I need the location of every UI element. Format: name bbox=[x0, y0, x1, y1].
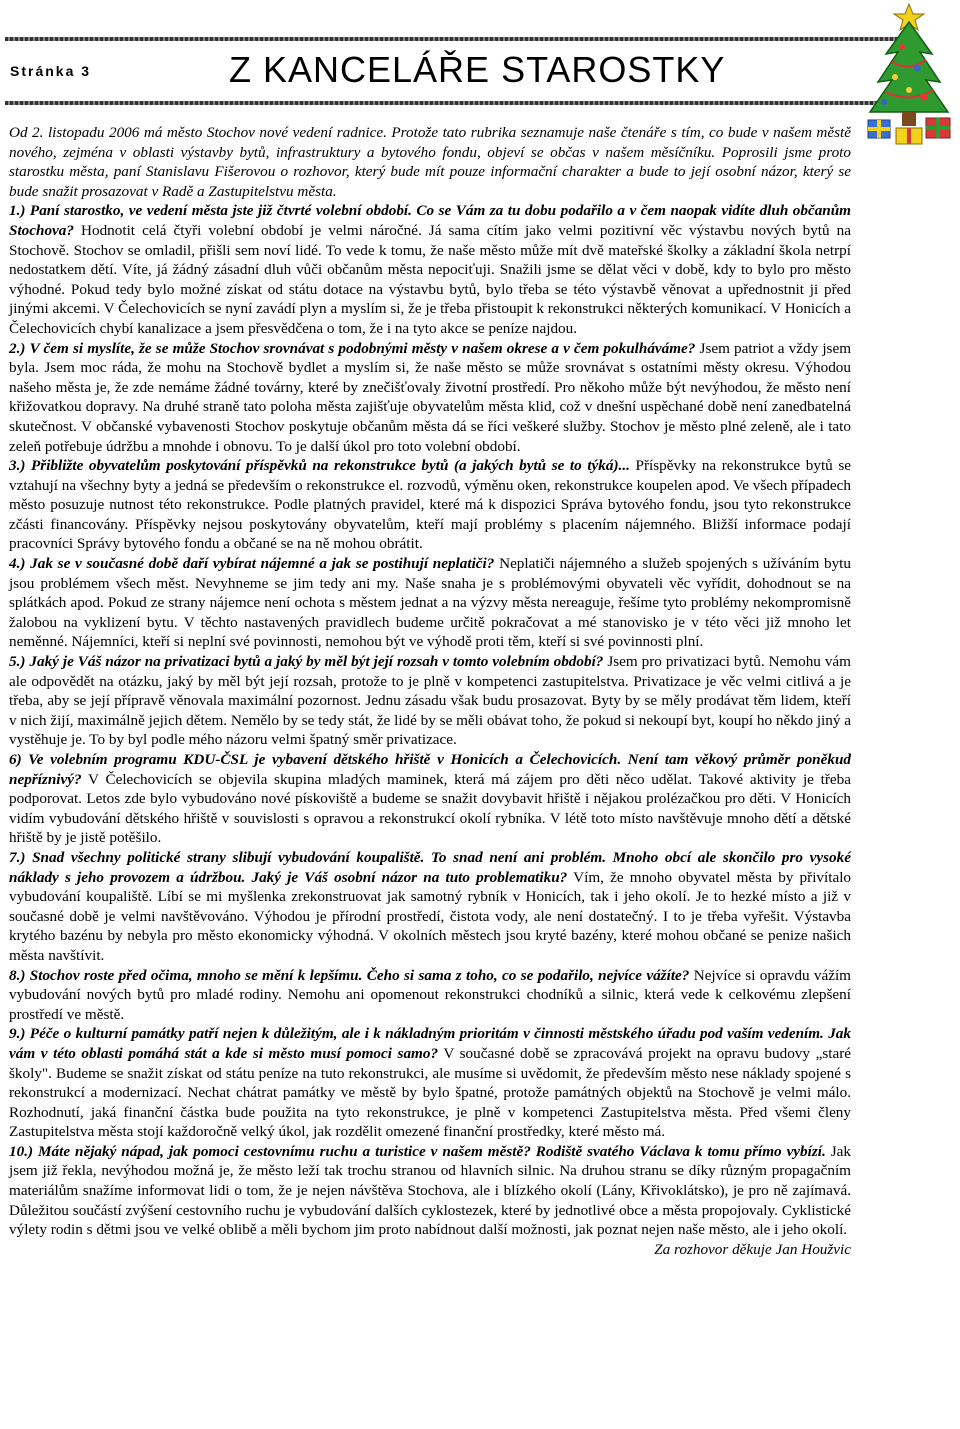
qa-item-6 bbox=[9, 750, 851, 848]
page-title: Z KANCELÁŘE STAROSTKY bbox=[229, 49, 726, 90]
question-text: 9.) Péče o kulturní památky patří nejen k důležitým, ale i k nákladným prioritám v činnosti městského úřadu pod vaším vedením. Jak vám v této oblasti pomáhá stát a kde si město musí pomoci samo? bbox=[9, 1025, 851, 1062]
qa-item-3 bbox=[9, 456, 851, 554]
question-text: 1.) Paní starostko, ve vedení města jste již čtvrté volební období. Co se Vám za tu dobu podařilo a v čem naopak vidíte dluh občanům Stochova? bbox=[9, 202, 851, 239]
page-header bbox=[0, 0, 960, 118]
qa-item-9 bbox=[9, 1024, 851, 1142]
answer-text: V Čelechovicích se objevila skupina mladých maminek, která má zájem pro děti něco udělat. Takové aktivity je třeba podporovat. Letos zde bylo vybudováno nové pískoviště a budeme se snažit dovybavit hřiště i nějakou prolézačkou pro děti. V Honicích vidím vybudování dětského hřiště v souvislosti s opravou a rekonstrukcí okolí rybníka. V létě toto místo navštěvuje mnoho dětí a dětské hřiště by je jistě potěšilo. bbox=[9, 770, 851, 847]
answer-text: Vím, že mnoho obyvatel města by přivítalo vybudování koupaliště. Líbí se mi myšlenka zrekonstruovat jak samotný rybník v Honicích, tak i jeho okolí. Je to hezké místo a již v současné době je velmi navštěvováno. Výhodou je přírodní prostředí, čistota vody, ale není dostatečný. I to je třeba vyřešit. Výstavba krytého bazénu by nebyla pro město ekonomicky výhodná. V okolních městech jsou kryté bazény, které mohou občané se penize našich města navštívit. bbox=[9, 868, 852, 964]
answer-text: Neplatiči nájemného a služeb spojených s užíváním bytu jsou problémem všech měst. Nevyhneme se jim tedy ani my. Naše snaha je s problémovými obyvateli věc vyřídit, dohodnout se na splátkách apod. Pokud ze strany nájemce není ochota s městem jednat a na výzvy města nereaguje, řešíme tyto problémy nekompromisně žalobou na vyklizení bytu. V těchto nastavených pravidlech budeme určitě pokračovat a mé stanovisko je v této věci již mnoho let neměnné. Nájemníci, kteří si neplní své povinnosti, nemohou být ve výhodě proti těm, kteří si své povinnosti plní. bbox=[9, 555, 851, 651]
article-body bbox=[9, 123, 851, 1259]
article-signature: Za rozhovor děkuje Jan Houžvic bbox=[654, 1240, 851, 1258]
question-text: 6) Ve volebním programu KDU-ČSL je vybavení dětského hřiště v Honicích a Čelechovicích. Není tam věkový průměr poněkud nepříznivý? bbox=[9, 751, 851, 788]
question-text: 4.) Jak se v současné době daří vybírat nájemné a jak se postihují neplatiči? bbox=[9, 555, 495, 573]
page-label: Stránka 3 bbox=[10, 63, 92, 79]
answer-text: Příspěvky na rekonstrukce bytů se vztahují na všechny byty a jedná se především o rekonstrukce el. rozvodů, výměnu oken, rekonstrukce koupelen apod. Ve všech případech město posuzuje nutnost této rekonstrukce. Podle platných pravidel, které má k dispozici Správa bytového fondu, jsou tyto rekonstrukce zčásti financovány. Příspěvky nejsou poskytovány obyvatelům, kteří mají problémy s placením nájemného. Bližší informace podají pracovníci Správy bytového fondu a občané se na ně mohou obrátit. bbox=[9, 457, 851, 553]
answer-text: Jsem pro privatizaci bytů. Nemohu vám ale odpovědět na otázku, jaký by měl být její rozsah, protože to je plně v kompetenci zastupitelstva. Privatizace je věc velmi citlivá a je třeba, aby se její přípravě věnovala maximální pozornost. Jednu zásadu však budu prosazovat. Byty by se měly prodávat těm lidem, kteří v nich žijí, maximálně jejich dětem. Nemělo by se tedy stát, že lidé by se měli obávat toho, že pokud si nekoupí byt, koupí ho někdo jiný a vystěhuje je. To by byl podle mého názoru velmi špatný směr privatizace. bbox=[9, 653, 851, 749]
question-text: 8.) Stochov roste před očima, mnoho se mění k lepšímu. Čeho si sama z toho, co se podařilo, nejvíce vážíte? bbox=[9, 966, 690, 984]
answer-text: V současné době se zpracovává projekt na opravu budovy „staré školy". Budeme se snažit získat od státu peníze na tuto rekonstrukci, ale musíme si uvědomit, že především město nese náklady spojené s rekonstrukcí a modernizací. Nechat chátrat památky ve městě by bylo špatné, protože památných objektů na Stochově je velmi málo. Rozhodnutí, jaká finanční částka bude použita na tyto rekonstrukce, je plně v kompetenci Zastupitelstva města. Před všemi členy Zastupitelstva města stojí každoročně velký úkol, jak rozdělit omezené finanční prostředky, které město má. bbox=[9, 1044, 851, 1141]
answer-text: Nejvíce si opravdu vážím vybudování nových bytů pro mladé rodiny. Nemohu ani opomenout rekonstrukci chodníků a silnic, která vede k celkovému zlepšení prostředí ve městě. bbox=[9, 966, 851, 1023]
qa-item-4 bbox=[9, 554, 851, 652]
qa-item-5 bbox=[9, 652, 851, 750]
qa-item-10 bbox=[9, 1142, 851, 1260]
christmas-tree-icon bbox=[862, 2, 956, 150]
answer-text: Hodnotit celá čtyři volební období je velmi náročné. Já sama cítím jako velmi pozitivní věc výstavbu nových bytů na Stochově. Stochov se omladil, přišli sem noví lidé. To vede k tomu, že naše město může mít dvě mateřské školky a základní škola netrpí nedostatkem dětí. Víte, já žádný zásadní dluh vůči občanům města nepociťuji. Snažili jsme se dělat věci v době, kdy to bylo pro město výhodné. Pokud tedy bylo možné získat od státu dotace na výstavbu bytů, bylo třeba se této výstavbě věnovat a upřednostnit ji před jinými akcemi. V Čelechovicích se nyní zavádí plyn a myslím si, že je třeba přistoupit k rekonstrukci některých komunikací. V Honicích a Čelechovicích chybí kanalizace a jsem přesvědčena o tom, že i na tyto akce se peníze najdou. bbox=[9, 221, 851, 337]
question-text: 7.) Snad všechny politické strany slibují vybudování koupaliště. To snad není ani problém. Mnoho obcí ale skončilo pro vysoké náklady s jeho provozem a údržbou. Jaký je Váš osobní názor na tuto problematiku? bbox=[9, 848, 851, 886]
header-stripe-bottom bbox=[5, 101, 900, 105]
qa-item-8 bbox=[9, 966, 851, 1025]
qa-item-7 bbox=[9, 848, 851, 966]
header-stripe-top bbox=[5, 37, 900, 41]
question-text: 3.) Přibližte obyvatelům poskytování příspěvků na rekonstrukce bytů (a jakých bytů se to týká)... bbox=[9, 457, 630, 475]
question-text: 5.) Jaký je Váš názor na privatizaci bytů a jaký by měl být její rozsah v tomto volebním období? bbox=[9, 653, 604, 671]
answer-text: Jsem patriot a vždy jsem byla. Jsem moc ráda, že mohu na Stochově bydlet a myslím si, že naše město se může srovnávat s ostatními městy okresu. Výhodou našeho města je, že zde nemáme žádné továrny, které by znečišťovaly životní prostředí. Pro někoho může být nevýhodou, že město není křižovatkou dopravy. Na druhé straně tato poloha města zajišťuje obyvatelům města klid, což v dnešní uspěchané době není zanedbatelná skutečnost. V občanské vybavenosti Stochov poskytuje občanům města dá se říci veškeré služby. Stochov je město plné zeleně, ale i tato zeleň potřebuje údržbu a mnohde i obnovu. To je další úkol pro toto volební období. bbox=[9, 339, 852, 455]
question-text: 10.) Máte nějaký nápad, jak pomoci cestovnímu ruchu a turistice v našem městě? Rodiště svatého Václava k tomu přímo vybízí. bbox=[9, 1142, 826, 1160]
answer-text: Jak jsem již řekla, nevýhodou možná je, že město leží tak trochu stranou od hlavních silnic. Na druhou stranu se díky různým propagačním materiálům snažíme informovat lidi o tom, že je nejen návštěva Stochova, ale i blízkého okolí (Lány, Křivoklátsko), je pro ně zajímavá. Důležitou součástí zvýšení cestovního ruchu je vybudování dalších cyklostezek, které by jednotlivé obce a města propojovaly. Cyklistické výlety rodin s dětmi jsou ve velké oblibě a měli bychom jim proto nabídnout další možnosti, jak poznat nejen naše město, ale i jeho okolí. bbox=[9, 1142, 851, 1239]
question-text: 2.) V čem si myslíte, že se může Stochov srovnávat s podobnými městy v našem okrese a v čem pokulháváme? bbox=[9, 339, 696, 357]
qa-item-2 bbox=[9, 339, 851, 457]
article-intro: Od 2. listopadu 2006 má město Stochov nové vedení radnice. Protože tato rubrika seznamuje naše čtenáře s tím, co bude v našem městě nového, zejména v oblasti výstavby bytů, infrastruktury a bytového fondu, objeví se občas v našem měsíčníku. Poprosili jsme proto starostku města, paní Stanislavu Fišerovou o rozhovor, který bude mít pouze informační charakter a bude to její osobní názor, který se bude snažit prosazovat v Radě a Zastupitelstvu města. bbox=[9, 124, 851, 200]
qa-item-1 bbox=[9, 201, 851, 338]
